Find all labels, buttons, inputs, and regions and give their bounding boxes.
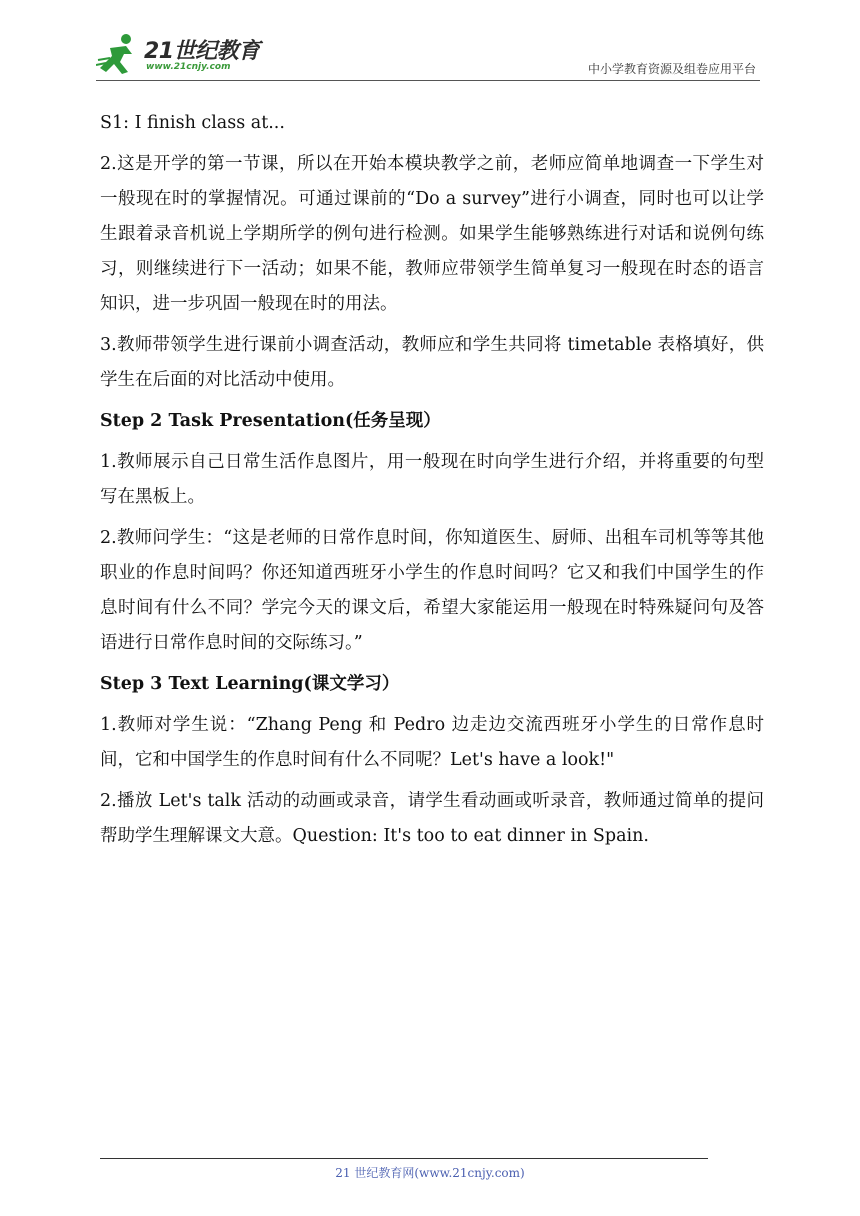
heading-step-3: Step 3 Text Learning(课文学习） <box>100 674 400 694</box>
paragraph-step3-2: 2.播放 Let's talk 活动的动画或录音，请学生看动画或听录音，教师通过简单的提问帮助学生理解课文大意。Question: It's too to eat dinner in Spain. <box>100 791 764 846</box>
paragraph-step2-2: 2.教师问学生：“这是老师的日常作息时间，你知道医生、厨师、出租车司机等等其他职业的作息时间吗？你还知道西班牙小学生的作息时间吗？它又和我们中国学生的作息时间有什么不同？学完今天的课文后，希望大家能运用一般现在时特殊疑问句及答语进行日常作息时间的交际练习。” <box>100 528 764 653</box>
paragraph-s1: S1: I finish class at... <box>100 113 285 133</box>
site-logo <box>96 32 266 78</box>
paragraph-step2-1: 1.教师展示自己日常生活作息图片，用一般现在时向学生进行介绍，并将重要的句型写在黑板上。 <box>100 452 764 507</box>
logo-text: 21世纪教育 <box>144 39 260 64</box>
runner-logo-icon <box>96 32 142 76</box>
paragraph-2: 2.这是开学的第一节课，所以在开始本模块教学之前，老师应简单地调查一下学生对一般现在时的掌握情况。可通过课前的“Do a survey”进行小调查，同时也可以让学生跟着录音机说上学期所学的例句进行检测。如果学生能够熟练进行对话和说例句练习，则继续进行下一活动；如果不能，教师应带领学生简单复习一般现在时态的语言知识，进一步巩固一般现在时的用法。 <box>100 154 764 314</box>
platform-tagline: 中小学教育资源及组卷应用平台 <box>587 62 756 76</box>
paragraph-3: 3.教师带领学生进行课前小调查活动，教师应和学生共同将 timetable 表格填好，供学生在后面的对比活动中使用。 <box>100 335 764 390</box>
page-header <box>0 0 860 90</box>
footer-divider <box>100 1158 708 1159</box>
logo-url: www.21cnjy.com <box>146 62 231 72</box>
paragraph-step3-1: 1.教师对学生说：“Zhang Peng 和 Pedro 边走边交流西班牙小学生的日常作息时间，它和中国学生的作息时间有什么不同呢？Let's have a look!" <box>100 715 764 770</box>
header-divider <box>96 80 760 81</box>
document-body <box>100 106 764 860</box>
page-footer: 21 世纪教育网(www.21cnjy.com) <box>335 1166 525 1180</box>
heading-step-2: Step 2 Task Presentation(任务呈现） <box>100 411 441 431</box>
